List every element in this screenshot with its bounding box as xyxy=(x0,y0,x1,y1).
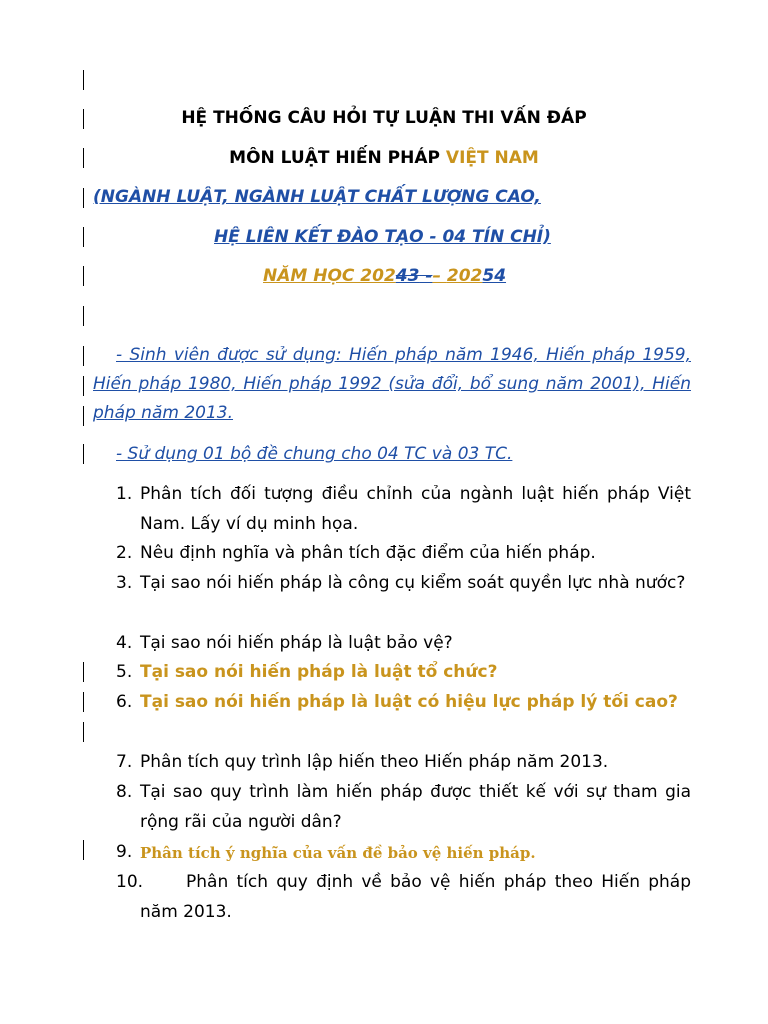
change-bar xyxy=(83,662,84,682)
note-shared-exam xyxy=(116,444,512,464)
note-shared-exam-text: - Sử dụng 01 bộ đề chung cho 04 TC và 03 TC. xyxy=(116,444,513,464)
question-text: Tại sao nói hiến pháp là công cụ kiểm soát quyền lực nhà nước? xyxy=(140,573,686,593)
change-bar xyxy=(83,306,84,326)
change-bar xyxy=(83,266,84,286)
change-bar xyxy=(83,376,84,396)
question-number: 3. xyxy=(116,573,133,593)
question-text: Tại sao nói hiến pháp là luật tổ chức? xyxy=(140,662,498,682)
question-number: 4. xyxy=(116,633,133,653)
change-bar xyxy=(83,722,84,742)
note-allowed-documents xyxy=(93,341,691,428)
question-number: 10. xyxy=(116,872,144,892)
change-bar xyxy=(83,444,84,464)
program-subtitle-line2: HỆ LIÊN KẾT ĐÀO TẠO - 04 TÍN CHỈ) xyxy=(214,227,551,247)
question-text: Tại sao quy trình làm hiến pháp được thiết kế với sự tham gia rộng rãi của người dân? xyxy=(140,782,691,832)
question-text: Tại sao nói hiến pháp là luật có hiệu lực pháp lý tối cao? xyxy=(140,692,678,712)
question-text: Tại sao nói hiến pháp là luật bảo vệ? xyxy=(140,633,453,653)
change-bar xyxy=(83,70,84,90)
subject-title-prefix: MÔN LUẬT HIẾN PHÁP xyxy=(229,148,446,168)
question-number: 6. xyxy=(116,692,133,712)
change-bar xyxy=(83,406,84,426)
question-text: Phân tích quy trình lập hiến theo Hiến pháp năm 2013. xyxy=(140,752,609,772)
program-subtitle-line1: (NGÀNH LUẬT, NGÀNH LUẬT CHẤT LƯỢNG CAO, xyxy=(93,187,541,207)
question-number: 9. xyxy=(116,842,133,862)
question-text: Phân tích đối tượng điều chỉnh của ngành luật hiến pháp Việt Nam. Lấy ví dụ minh họa. xyxy=(140,484,691,534)
year-prefix: NĂM HỌC 202 xyxy=(263,266,396,286)
question-number: 8. xyxy=(116,782,133,802)
change-bar xyxy=(83,188,84,208)
year-inserted-end: 54 xyxy=(482,266,507,286)
question-number: 5. xyxy=(116,662,133,682)
subject-title-accent: VIỆT NAM xyxy=(445,148,539,168)
question-number: 7. xyxy=(116,752,133,772)
year-deleted-start: 43 xyxy=(395,266,420,286)
academic-year xyxy=(263,266,506,286)
question-text: Phân tích ý nghĩa của vấn đề bảo vệ hiến pháp. xyxy=(140,844,536,862)
subject-title xyxy=(0,148,768,168)
note-allowed-documents-text: - Sinh viên được sử dụng: Hiến pháp năm 1946, Hiến pháp 1959, Hiến pháp 1980, Hiến pháp 1992 (sửa đổi, bổ sung năm 2001), Hiến pháp năm 2013. xyxy=(93,345,691,423)
question-text: Nêu định nghĩa và phân tích đặc điểm của hiến pháp. xyxy=(140,543,596,563)
year-deleted-separator: - xyxy=(419,266,433,286)
question-number: 1. xyxy=(116,484,133,504)
question-text: Phân tích quy định về bảo vệ hiến pháp theo Hiến pháp năm 2013. xyxy=(140,872,691,922)
change-bar xyxy=(83,227,84,247)
change-bar xyxy=(83,346,84,366)
change-bar xyxy=(83,840,84,860)
year-middle: 202 xyxy=(446,266,483,286)
document-title: HỆ THỐNG CÂU HỎI TỰ LUẬN THI VẤN ĐÁP xyxy=(181,108,587,128)
change-bar xyxy=(83,692,84,712)
question-number: 2. xyxy=(116,543,133,563)
year-separator: – xyxy=(432,266,447,286)
